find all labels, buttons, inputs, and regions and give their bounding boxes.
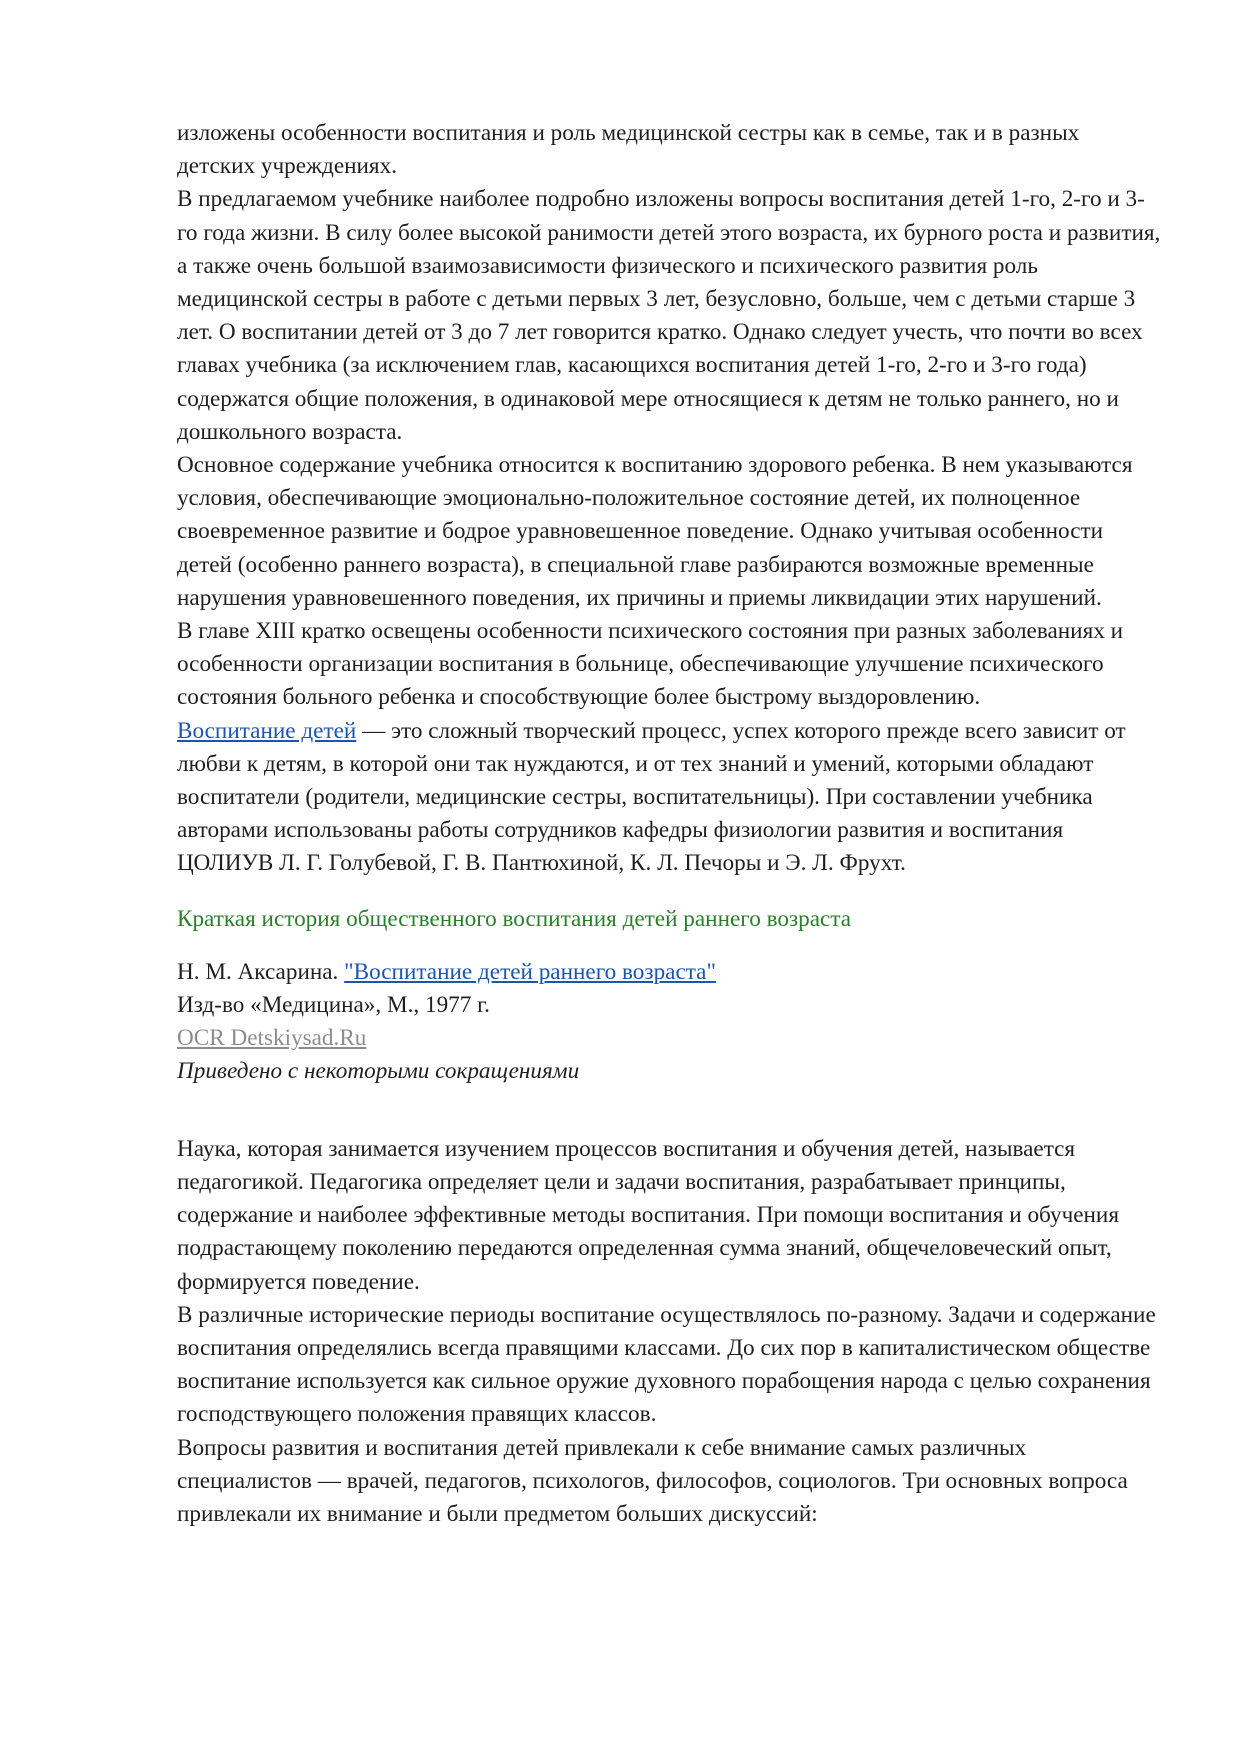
source-line: [177, 956, 1162, 989]
paragraph-with-link: [177, 715, 1162, 881]
publisher-line: Изд-во «Медицина», М., 1977 г.: [177, 992, 490, 1019]
section-heading: Краткая история общественного воспитания детей раннего возраста: [177, 905, 852, 932]
spacer: [177, 1089, 1162, 1133]
paragraph: В различные исторические периоды воспитание осуществлялось по-разному. Задачи и содержание воспитания определялись всегда правящими классами. До сих пор в капиталистическом обществе воспитание используется как сильное оружие духовного порабощения народа с целью сохранения господствующего положения правящих классов.: [177, 1301, 1156, 1428]
author-name: Н. М. Аксарина.: [177, 958, 345, 985]
document-page: [177, 117, 1162, 1531]
abridged-note: Приведено с некоторыми сокращениями: [177, 1058, 580, 1085]
paragraph: Основное содержание учебника относится к воспитанию здорового ребенка. В нем указываются условия, обеспечивающие эмоционально-положительное состояние детей, их полноценное своевременное развитие и бодрое уравновешенное поведение. Однако учитывая особенности детей (особенно раннего возраста), в специальной главе разбираются возможные временные нарушения уравновешенного поведения, их причины и приемы ликвидации этих нарушений.: [177, 452, 1133, 611]
ocr-line: [177, 1022, 1162, 1055]
source-block: [177, 956, 1162, 1089]
book-link[interactable]: "Воспитание детей раннего возраста": [344, 958, 716, 985]
paragraph: В главе XIII кратко освещены особенности психического состояния при разных заболеваниях и особенности организации воспитания в больнице, обеспечивающие улучшение психического состояния больного ребенка и способствующие более быстрому выздоровлению.: [177, 618, 1124, 711]
paragraph: Наука, которая занимается изучением процессов воспитания и обучения детей, называется педагогикой. Педагогика определяет цели и задачи воспитания, разрабатывает принципы, содержание и наиболее эффективные методы воспитания. При помощи воспитания и обучения подрастающему поколению передаются определенная сумма знаний, общечеловеческий опыт, формируется поведение.: [177, 1135, 1120, 1295]
paragraph: Вопросы развития и воспитания детей привлекали к себе внимание самых различных специалистов — врачей, педагогов, психологов, философов, социологов. Три основных вопроса привлекали их внимание и были предметом больших дискуссий:: [177, 1434, 1128, 1527]
ocr-link[interactable]: OCR Detskiysad.Ru: [177, 1025, 367, 1052]
paragraph: В предлагаемом учебнике наиболее подробно изложены вопросы воспитания детей 1-го, 2-го и 3-го года жизни. В силу более высокой ранимости детей этого возраста, их бурного роста и развития, а также очень большой взаимозависимости физического и психического развития роль медицинской сестры в работе с детьми первых 3 лет, безусловно, больше, чем с детьми старше 3 лет. О воспитании детей от 3 до 7 лет говорится кратко. Однако следует учесть, что почти во всех главах учебника (за исключением глав, касающихся воспитания детей 1-го, 2-го и 3-го года) содержатся общие положения, в одинаковой мере относящиеся к детям не только раннего, но и дошкольного возраста.: [177, 186, 1161, 445]
paragraph: изложены особенности воспитания и роль медицинской сестры как в семье, так и в разных детских учреждениях.: [177, 120, 1080, 180]
upbringing-link[interactable]: Воспитание детей: [177, 717, 357, 744]
paragraph-text: — это сложный творческий процесс, успех которого прежде всего зависит от любви к детям, в которой они так нуждаются, и от тех знаний и умений, которыми обладают воспитатели (родители, медицинские сестры, воспитательницы). При составлении учебника авторами использованы работы сотрудников кафедры физиологии развития и воспитания ЦОЛИУВ Л. Г. Голубевой, Г. В. Пантюхиной, К. Л. Печоры и Э. Л. Фрухт.: [177, 717, 1126, 877]
